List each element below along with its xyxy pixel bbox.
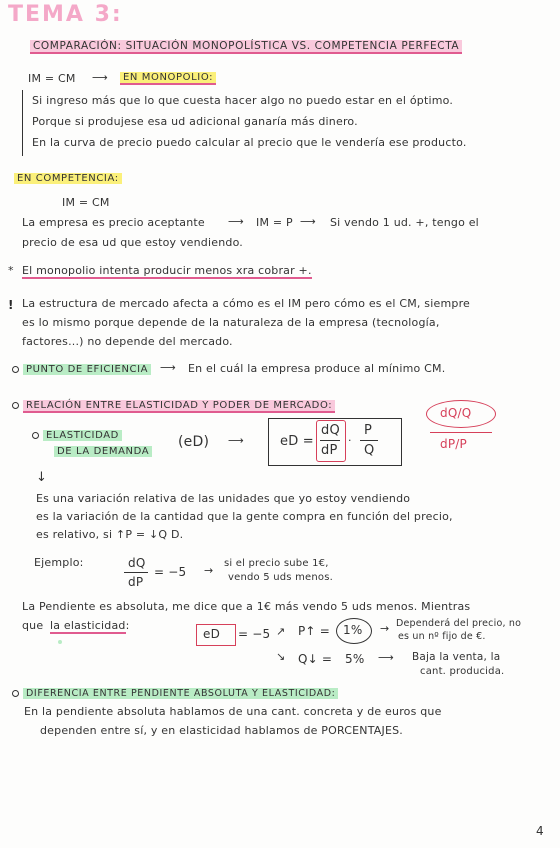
side-fraction-line [430, 432, 492, 433]
arrow-icon: → [204, 564, 214, 577]
green-dot-decoration [58, 640, 62, 644]
estructura-line-2: es lo mismo porque depende de la naturaleza de la empresa (tecnología, [22, 316, 440, 329]
eficiencia-row [12, 362, 151, 375]
elasticidad-label-1-text: ELASTICIDAD [43, 430, 122, 441]
competencia-label-text: EN COMPETENCIA: [14, 173, 122, 184]
elasticidad-label-2-text: DE LA DEMANDA [54, 446, 152, 457]
colon-text: : [125, 619, 130, 632]
formula-num-2: P [364, 423, 373, 438]
relacion-row [12, 398, 335, 411]
bracket-decoration [22, 90, 23, 156]
formula-den-1: dP [321, 443, 338, 458]
pendiente-line-1: La Pendiente es absoluta, me dice que a 1€ más vendo 5 uds menos. Mientras [22, 600, 471, 613]
diferencia-line-2: dependen entre sí, y en elasticidad hablamos de PORCENTAJES. [40, 724, 404, 737]
formula-num-1: dQ [321, 423, 340, 438]
bullet-dot-icon [12, 402, 19, 409]
p-note-1: Dependerá del precio, no [396, 618, 522, 629]
ejemplo-den: dP [128, 575, 144, 589]
bullet-dot-icon [12, 366, 19, 373]
bullet-monopolio-text: El monopolio intenta producir menos xra cobrar +. [22, 264, 312, 277]
eficiencia-text: En el cuál la empresa produce al mínimo CM. [188, 362, 446, 375]
monopolio-line-1: Si ingreso más que lo que cuesta hacer algo no puedo estar en el óptimo. [32, 94, 454, 107]
diferencia-line-1: En la pendiente absoluta hablamos de una cant. concreta y de euros que [24, 705, 442, 718]
relacion-desc-3: es relativo, si ↑P = ↓Q D. [36, 528, 184, 541]
elasticidad-label-1 [32, 430, 122, 441]
down-arrow-icon: ↓ [36, 470, 48, 485]
q-percent: 5% [345, 652, 365, 666]
side-fraction-den: dP/P [440, 437, 467, 451]
competencia-line-1a: La empresa es precio aceptante [22, 216, 205, 229]
ejemplo-label-text: Ejemplo: [34, 556, 84, 569]
eD-box-text: eD [203, 627, 221, 641]
arrow-icon: ⟶ [228, 434, 244, 447]
section-heading-text: COMPARACIÓN: SITUACIÓN MONOPOLÍSTICA VS. COMPETENCIA PERFECTA [30, 40, 462, 52]
formula-lhs: eD = [280, 434, 314, 449]
section-heading [30, 40, 462, 54]
estructura-line-1: La estructura de mercado afecta a cómo es el IM pero cómo es el CM, siempre [22, 297, 471, 310]
arrow-icon: ↗ [276, 625, 286, 638]
elasticidad-label-2 [54, 446, 152, 457]
asterisk-icon: * [8, 264, 14, 277]
arrow-icon: ⟶ [378, 651, 394, 664]
formula-line-2 [360, 440, 378, 441]
page-number: 4 [536, 824, 544, 838]
diferencia-row [12, 686, 338, 699]
competencia-line-1b: IM = P [256, 216, 293, 229]
bullet-dot-icon [12, 690, 19, 697]
monopolio-label [120, 72, 216, 83]
side-fraction-num: dQ/Q [440, 406, 472, 420]
q-note-1: Baja la venta, la [412, 651, 501, 663]
exclamation-icon: ! [8, 298, 14, 312]
competencia-line-1c: Si vendo 1 ud. +, tengo el [330, 216, 479, 229]
monopolio-line-2: Porque si produjese esa ud adicional ganaría más dinero. [32, 115, 358, 128]
ejemplo-value: = −5 [154, 565, 187, 579]
ejemplo-num: dQ [128, 556, 146, 570]
competencia-line-2: precio de esa ud que estoy vendiendo. [22, 236, 244, 249]
arrow-icon: ⟶ [300, 215, 316, 228]
arrow-icon: ⟶ [92, 71, 108, 84]
p-up: P↑ = [298, 624, 330, 638]
relacion-desc-1: Es una variación relativa de las unidades que yo estoy vendiendo [36, 492, 411, 505]
monopolio-label-text: EN MONOPOLIO: [120, 72, 216, 85]
competencia-equation: IM = CM [62, 196, 110, 209]
pendiente-line-2a: que [22, 619, 44, 632]
relacion-label: RELACIÓN ENTRE ELASTICIDAD Y PODER DE MERCADO: [23, 400, 335, 413]
multiply-icon: · [348, 434, 352, 447]
page-title: TEMA 3: [8, 2, 123, 27]
competencia-label [14, 173, 122, 184]
diferencia-label: DIFERENCIA ENTRE PENDIENTE ABSOLUTA Y ELASTICIDAD: [23, 688, 338, 699]
q-note-2: cant. producida. [420, 666, 505, 677]
elasticidad-symbol: (eD) [178, 434, 210, 450]
arrow-icon: ↘ [276, 650, 286, 663]
eficiencia-label: PUNTO DE EFICIENCIA [23, 364, 151, 375]
monopolio-line-3: En la curva de precio puedo calcular al precio que le vendería ese producto. [32, 136, 467, 149]
arrow-icon: ⟶ [228, 215, 244, 228]
pendiente-line-2b [50, 619, 129, 632]
formula-den-2: Q [364, 443, 375, 458]
ejemplo-note-1: si el precio sube 1€, [224, 558, 329, 569]
ejemplo-note-2: vendo 5 uds menos. [228, 572, 334, 583]
eD-value: = −5 [238, 627, 271, 641]
pendiente-line-2b-text: la elasticidad [50, 619, 126, 632]
p-percent: 1% [343, 623, 363, 637]
p-note-2: es un nº fijo de €. [398, 631, 486, 642]
formula-line-1 [320, 440, 340, 441]
bullet-monopolio [22, 264, 312, 277]
bullet-dot-icon [32, 432, 39, 439]
arrow-icon: → [380, 622, 390, 635]
ejemplo-fraction-line [124, 572, 148, 573]
arrow-icon: ⟶ [160, 361, 176, 374]
relacion-desc-2: es la variación de la cantidad que la gente compra en función del precio, [36, 510, 453, 523]
q-down: Q↓ = [298, 652, 333, 666]
monopolio-equation: IM = CM [28, 72, 76, 85]
estructura-line-3: factores...) no depende del mercado. [22, 335, 233, 348]
